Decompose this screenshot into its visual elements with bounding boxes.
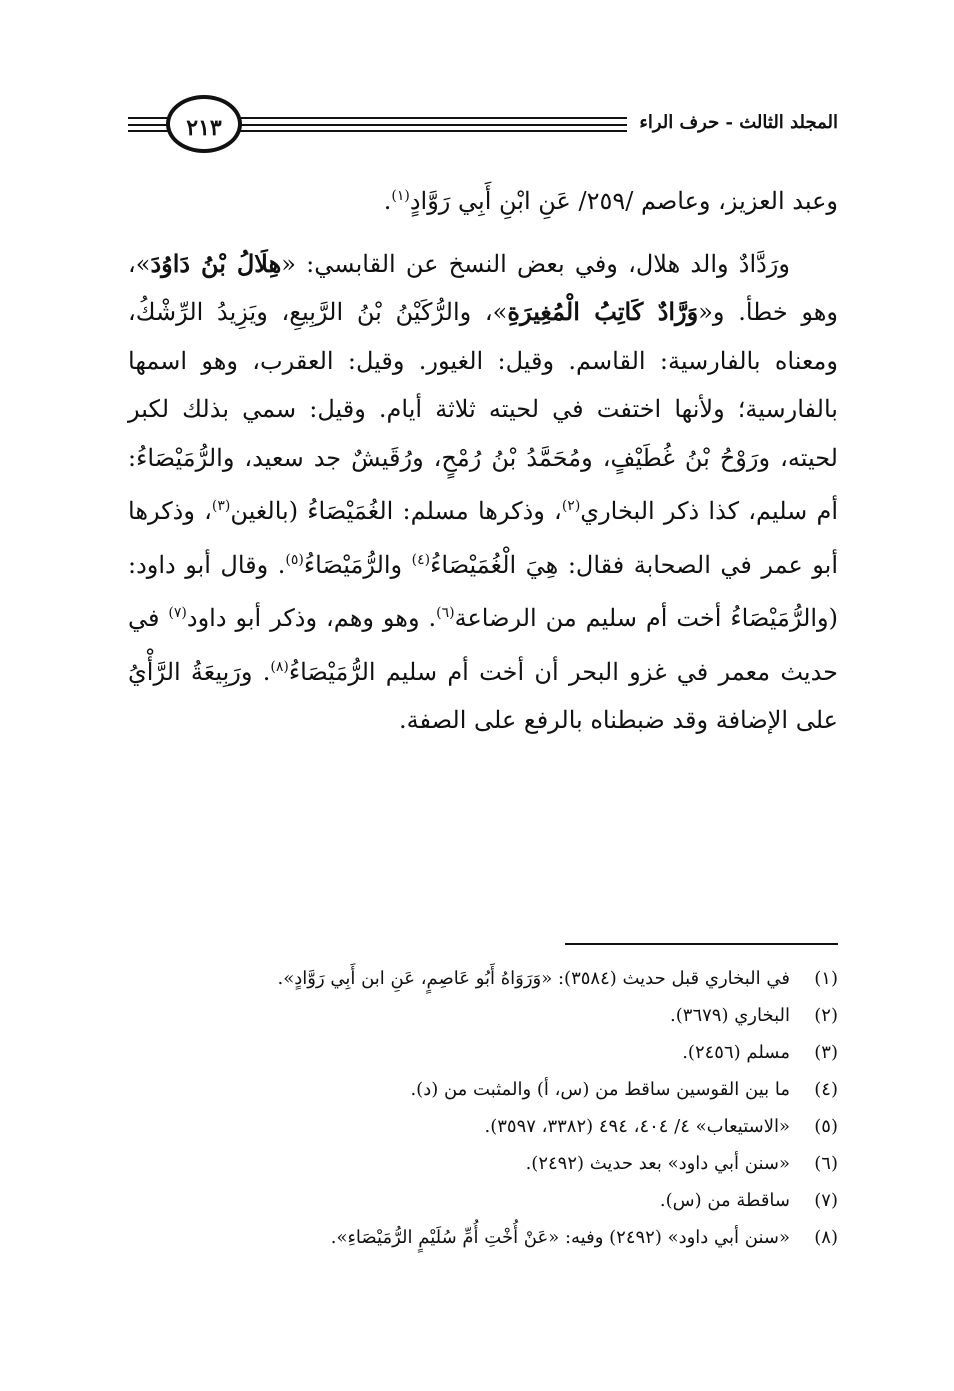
- footnote-ref[interactable]: (٧): [168, 605, 187, 621]
- text-run: ، وذكرها مسلم: الغُمَيْصَاءُ (بالغين: [230, 497, 562, 525]
- footnote-number: (٨): [814, 1227, 838, 1248]
- footnote-number: (١): [814, 968, 838, 989]
- text-run: . ورَبِيعَةُ الرَّأْيُ على الإضافة وقد ضبطناه بالرفع على الصفة.: [128, 657, 838, 734]
- footnote-number: (٣): [814, 1042, 838, 1063]
- footnote-ref[interactable]: (٢): [561, 498, 581, 514]
- footnote-ref[interactable]: (٨): [270, 658, 289, 675]
- footnote-item: [128, 1108, 838, 1145]
- text-run: ، وذكرها أبو عمر في الصحابة فقال: هِيَ الْغُمَيْصَاءُ: [128, 497, 839, 579]
- bold-name: هِلَالُ بْنُ دَاوُدَ: [150, 248, 282, 278]
- footnote-text: ما بين القوسين ساقط من (س، أ) والمثبت من (د).: [410, 1079, 790, 1100]
- text-run: »، والرُّكَيْنُ بْنُ الرَّبِيعِ، ويَزِيدُ الرِّشْكُ، ومعناه بالفارسية: القاسم. وقيل: الغيور. وقيل: العقرب، وهو اسمها بالفارسية؛ ولأنها اختفت في لحيته ثلاثة أيام. وقيل: سمي بذلك لكبر لحيته، ورَوْحُ بْنُ غُطَيْفٍ، ومُحَمَّدُ بْنُ رُمْحٍ، ورُقَيشٌ جد سعيد، والرُّمَيْصَاءُ: أم سليم، كذا ذكر البخاري: [128, 298, 838, 525]
- text-run: . وقال أبو داود: (والرُّمَيْصَاءُ أخت أم سليم من الرضاعة: [128, 550, 839, 632]
- footnote-text: ساقطة من (س).: [659, 1190, 790, 1211]
- footnote-item: [128, 1182, 838, 1219]
- footnote-ref[interactable]: (٦): [436, 605, 455, 621]
- footnote-item: [128, 1145, 838, 1182]
- footnote-text: «سنن أبي داود» (٢٤٩٢) وفيه: «عَنْ أُخْتِ أُمِّ سُلَيْمٍ الرُّمَيْصَاءِ».: [330, 1227, 790, 1248]
- footnote-text: البخاري (٣٦٧٩).: [670, 1005, 790, 1026]
- running-header: [128, 95, 838, 155]
- text-run: .: [383, 187, 392, 215]
- footnote-text: «الاستيعاب» ٤/ ٤٠٤، ٤٩٤ (٣٣٨٢، ٣٥٩٧).: [484, 1116, 790, 1137]
- body-text: [128, 172, 838, 745]
- text-run: في حديث معمر في غزو البحر أن أخت أم سليم الرُّمَيْصَاءُ: [128, 604, 838, 686]
- text-run: »، وهو خطأ. و«: [128, 249, 839, 326]
- footnote-ref[interactable]: (٥): [285, 551, 304, 568]
- footnote-number: (٥): [814, 1116, 838, 1137]
- paragraph: [128, 240, 838, 745]
- text-run: . وهو وهم، وذكر أبو داود: [186, 604, 437, 632]
- footnote-ref[interactable]: (١): [391, 188, 410, 204]
- paragraph: [128, 172, 838, 226]
- footnote-number: (٧): [814, 1190, 838, 1211]
- page-number: ٢١٣: [166, 95, 242, 153]
- footnote-item: [128, 1034, 838, 1071]
- footnote-list: [128, 960, 838, 1256]
- footnote-number: (٢): [814, 1005, 838, 1026]
- footnote-text: في البخاري قبل حديث (٣٥٨٤): «وَرَوَاهُ أَبُو عَاصِمٍ، عَنِ ابن أَبِي رَوَّادٍ».: [277, 968, 790, 989]
- footnote-item: [128, 960, 838, 997]
- bold-name: وَرَّادٌ كَاتِبُ الْمُغِيرَةِ: [507, 297, 699, 326]
- footnote-text: «سنن أبي داود» بعد حديث (٢٤٩٢).: [525, 1153, 790, 1174]
- footnote-item: [128, 1071, 838, 1108]
- footnote-number: (٦): [814, 1153, 838, 1174]
- text-run: والرُّمَيْصَاءُ: [303, 550, 412, 579]
- footnote-number: (٤): [814, 1079, 838, 1100]
- footnote-text: مسلم (٢٤٥٦).: [682, 1042, 790, 1063]
- text-run: وعبد العزيز، وعاصم /٢٥٩/ عَنِ ابْنِ أَبِي رَوَّادٍ: [409, 187, 838, 215]
- footnote-separator: [565, 943, 838, 945]
- footnote-item: [128, 997, 838, 1034]
- footnote-ref[interactable]: (٤): [411, 551, 431, 568]
- footnote-ref[interactable]: (٣): [211, 498, 231, 514]
- footnote-item: [128, 1219, 838, 1256]
- text-run: ورَدَّادٌ والد هلال، وفي بعض النسخ عن القابسي: «: [281, 249, 790, 278]
- header-title: المجلد الثالث - حرف الراء: [627, 107, 838, 139]
